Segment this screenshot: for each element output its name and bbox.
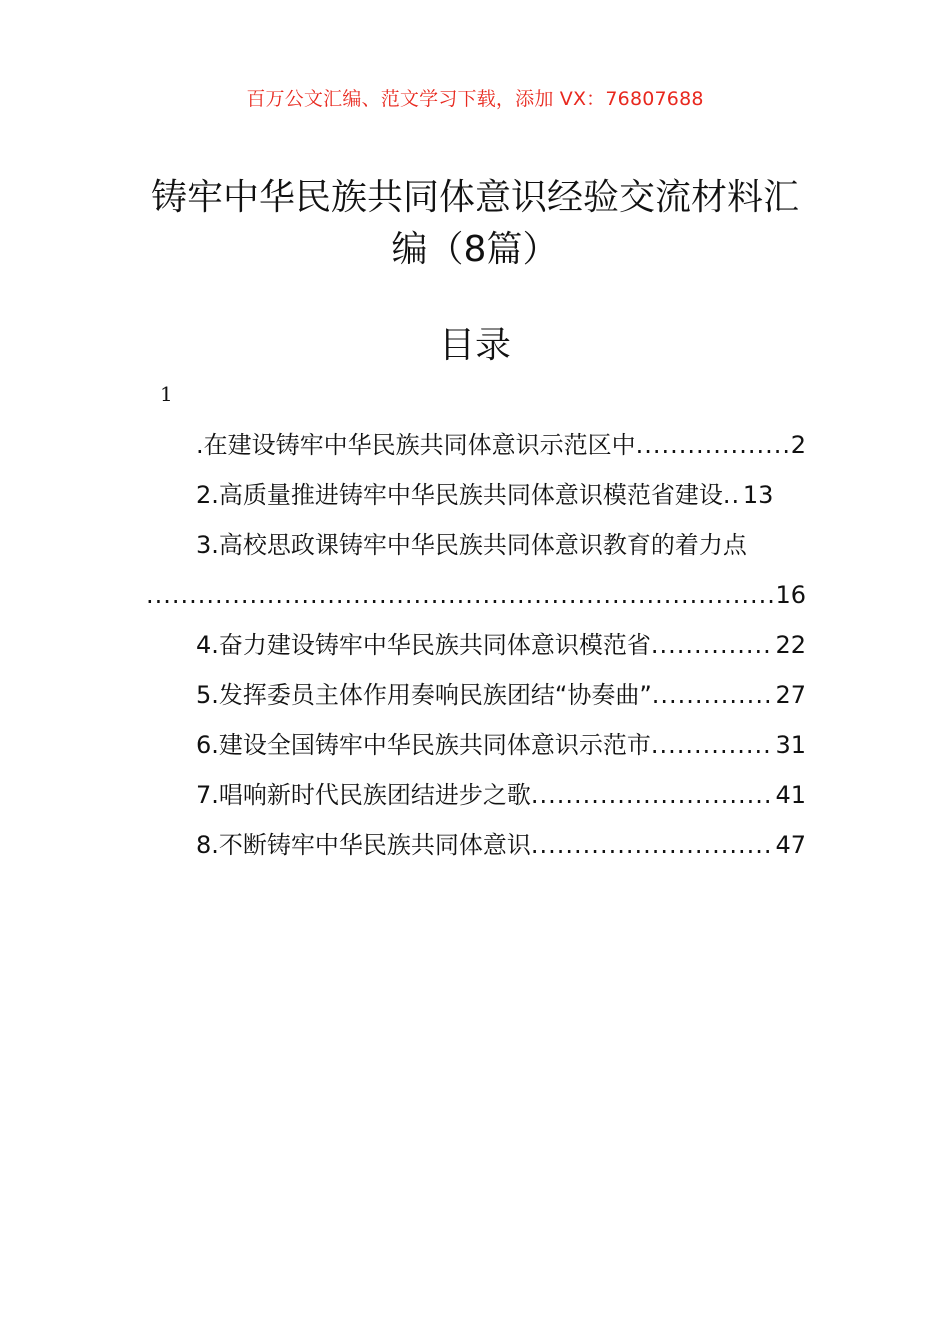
toc-page-number: 27 bbox=[775, 681, 806, 709]
toc-entry-8[interactable] bbox=[146, 820, 806, 870]
toc-page-number: 41 bbox=[775, 781, 806, 809]
toc-dot-leader bbox=[652, 670, 774, 720]
table-of-contents bbox=[146, 420, 806, 870]
toc-entry-7[interactable] bbox=[146, 770, 806, 820]
promo-banner: 百万公文汇编、范文学习下载，添加 VX：76807688 bbox=[246, 88, 704, 110]
toc-entry-3[interactable] bbox=[146, 520, 806, 570]
toc-entry-text: .在建设铸牢中华民族共同体意识示范区中 bbox=[196, 431, 636, 459]
toc-entry-3-continuation[interactable] bbox=[146, 570, 806, 620]
toc-entry-2[interactable] bbox=[146, 470, 806, 520]
toc-entry-5[interactable] bbox=[146, 670, 806, 720]
toc-entry-text: 4.奋力建设铸牢中华民族共同体意识模范省 bbox=[196, 631, 651, 659]
toc-entry-text: 6.建设全国铸牢中华民族共同体意识示范市 bbox=[196, 731, 651, 759]
toc-entry-4[interactable] bbox=[146, 620, 806, 670]
toc-dot-leader bbox=[146, 570, 773, 620]
title-line-1: 铸牢中华民族共同体意识经验交流材料汇 bbox=[150, 177, 799, 218]
stray-number: 1 bbox=[160, 382, 173, 406]
toc-dot-leader bbox=[531, 820, 774, 870]
toc-page-number: 16 bbox=[775, 581, 806, 609]
toc-dot-leader bbox=[531, 770, 774, 820]
toc-dot-leader bbox=[723, 470, 741, 520]
toc-entry-text: 8.不断铸牢中华民族共同体意识 bbox=[196, 831, 531, 859]
toc-entry-text: 7.唱响新时代民族团结进步之歌 bbox=[196, 781, 531, 809]
toc-page-number: 31 bbox=[775, 731, 806, 759]
toc-heading: 目录 bbox=[438, 325, 511, 366]
title-line-2: 编（8篇） bbox=[391, 229, 559, 270]
toc-page-number: 47 bbox=[775, 831, 806, 859]
document-title bbox=[120, 172, 830, 276]
toc-entry-1[interactable] bbox=[146, 420, 806, 470]
toc-page-number: 13 bbox=[742, 481, 774, 509]
toc-entry-text: 3.高校思政课铸牢中华民族共同体意识教育的着力点 bbox=[196, 531, 747, 559]
toc-entry-text: 2.高质量推进铸牢中华民族共同体意识模范省建设 bbox=[196, 481, 723, 509]
toc-entry-text: 5.发挥委员主体作用奏响民族团结“协奏曲” bbox=[196, 681, 652, 709]
toc-dot-leader bbox=[651, 720, 774, 770]
toc-page-number: 2 bbox=[790, 431, 806, 459]
toc-dot-leader bbox=[651, 620, 774, 670]
toc-dot-leader bbox=[636, 420, 789, 470]
toc-page-number: 22 bbox=[775, 631, 806, 659]
toc-entry-6[interactable] bbox=[146, 720, 806, 770]
